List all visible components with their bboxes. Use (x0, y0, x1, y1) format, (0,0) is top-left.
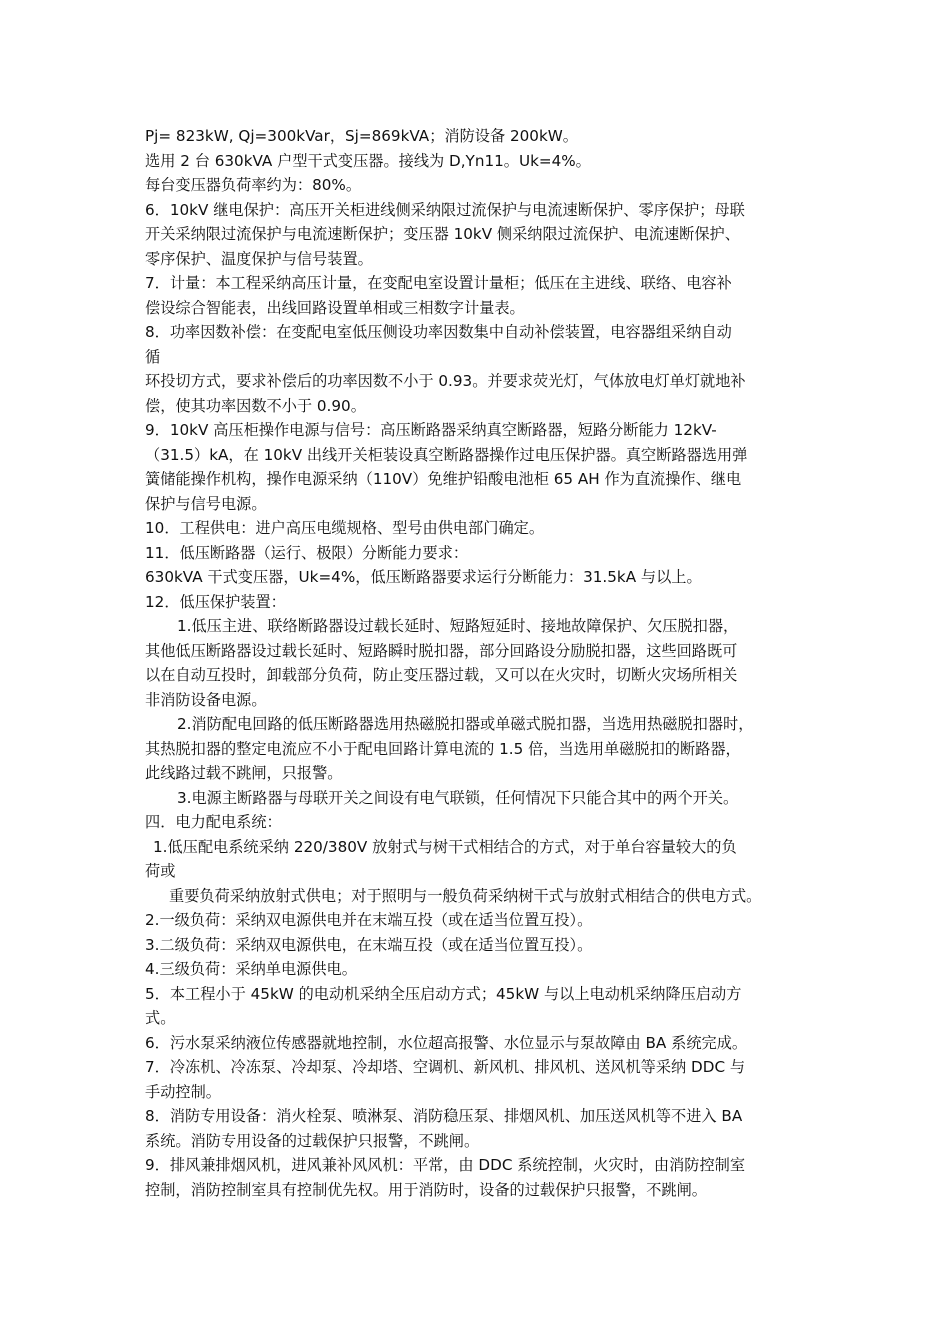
text-line: 开关采纳限过流保护与电流速断保护；变压器 10kV 侧采纳限过流保护、电流速断保护、 (145, 225, 740, 243)
text-line: Pj= 823kW, Qj=300kVar，Sj=869kVA；消防设备 200kW。 (145, 127, 578, 145)
text-line: （31.5）kA，在 10kV 出线开关柜装设真空断路器操作过电压保护器。真空断路器选用弹 (145, 445, 748, 464)
text-line: 8．消防专用设备：消火栓泵、喷淋泵、消防稳压泵、排烟风机、加压送风机等不进入 BA (145, 1107, 743, 1125)
text-line: 630kVA 干式变压器，Uk=4%，低压断路器要求运行分断能力：31.5kA 与以上。 (145, 568, 702, 586)
text-line: 4.三级负荷：采纳单电源供电。 (145, 960, 357, 978)
text-line: 手动控制。 (145, 1082, 221, 1101)
text-line: 系统。消防专用设备的过载保护只报警，不跳闸。 (145, 1131, 480, 1150)
text-line: 12．低压保护装置： (145, 592, 286, 611)
document-body (145, 124, 817, 1202)
text-line: 9．10kV 高压柜操作电源与信号：高压断路器采纳真空断路器，短路分断能力 12kV- (145, 421, 717, 439)
text-line: 四．电力配电系统： (145, 813, 282, 831)
text-line: 式。 (145, 1009, 176, 1027)
text-line: 9．排风兼排烟风机，进风兼补风风机：平常，由 DDC 系统控制，火灾时，由消防控制室 (145, 1156, 746, 1174)
text-line: 控制，消防控制室具有控制优先权。用于消防时，设备的过载保护只报警，不跳闸。 (145, 1180, 707, 1199)
text-line: 零序保护、温度保护与信号装置。 (145, 249, 373, 268)
text-line: 偿，使其功率因数不小于 0.90。 (145, 396, 366, 415)
text-line: 偿设综合智能表，出线回路设置单相或三相数字计量表。 (145, 298, 525, 317)
text-line: 2.一级负荷：采纳双电源供电并在末端互投（或在适当位置互投）。 (145, 911, 593, 929)
text-line: 8．功率因数补偿：在变配电室低压侧设功率因数集中自动补偿装置，电容器组采纳自动 (145, 323, 732, 341)
text-line: 3.二级负荷：采纳双电源供电，在末端互投（或在适当位置互投）。 (145, 935, 593, 954)
text-line: 非消防设备电源。 (145, 690, 267, 709)
text-line: 保护与信号电源。 (145, 494, 267, 513)
text-line: 1.低压主进、联络断路器设过载长延时、短路短延时、接地故障保护、欠压脱扣器， (177, 617, 739, 635)
text-line: 选用 2 台 630kVA 户型干式变压器。接线为 D,Yn11。Uk=4%。 (145, 151, 591, 170)
text-line: 1.低压配电系统采纳 220/380V 放射式与树干式相结合的方式，对于单台容量较大的负 (153, 837, 737, 856)
text-line: 以在自动互投时，卸载部分负荷，防止变压器过载，又可以在火灾时，切断火灾场所相关 (145, 666, 738, 684)
text-line: 7．冷冻机、冷冻泵、冷却泵、冷却塔、空调机、新风机、排风机、送风机等采纳 DDC 与 (145, 1058, 746, 1076)
text-line: 每台变压器负荷率约为：80%。 (145, 176, 362, 194)
text-line: 6．10kV 继电保护：高压开关柜进线侧采纳限过流保护与电流速断保护、零序保护；母联 (145, 200, 745, 219)
text-line: 7．计量：本工程采纳高压计量，在变配电室设置计量柜；低压在主进线、联络、电容补 (145, 274, 732, 292)
text-line: 荷或 (145, 862, 176, 880)
text-line: 其他低压断路器设过载长延时、短路瞬时脱扣器，部分回路设分励脱扣器，这些回路既可 (145, 641, 738, 660)
text-line: 11．低压断路器（运行、极限）分断能力要求： (145, 543, 469, 562)
text-line: 5．本工程小于 45kW 的电动机采纳全压启动方式；45kW 与以上电动机采纳降压启动方 (145, 984, 742, 1003)
text-line: 其热脱扣器的整定电流应不小于配电回路计算电流的 1.5 倍，当选用单磁脱扣的断路器， (145, 739, 741, 758)
text-line: 环投切方式，要求补偿后的功率因数不小于 0.93。并要求荧光灯，气体放电灯单灯就地补 (145, 372, 746, 390)
text-line: 2.消防配电回路的低压断路器选用热磁脱扣器或单磁式脱扣器，当选用热磁脱扣器时， (177, 715, 754, 733)
text-line: 重要负荷采纳放射式供电；对于照明与一般负荷采纳树干式与放射式相结合的供电方式。 (169, 886, 762, 905)
text-line: 循 (145, 347, 161, 366)
text-line: 此线路过载不跳闸，只报警。 (145, 764, 343, 782)
text-line: 簧储能操作机构，操作电源采纳（110V）免维护铅酸电池柜 65 AH 作为直流操作、继电 (145, 470, 742, 488)
text-line: 10．工程供电：进户高压电缆规格、型号由供电部门确定。 (145, 519, 545, 537)
text-line: 3.电源主断路器与母联开关之间设有电气联锁，任何情况下只能合其中的两个开关。 (177, 788, 739, 807)
text-line: 6．污水泵采纳液位传感器就地控制，水位超高报警、水位显示与泵故障由 BA 系统完成。 (145, 1033, 748, 1052)
